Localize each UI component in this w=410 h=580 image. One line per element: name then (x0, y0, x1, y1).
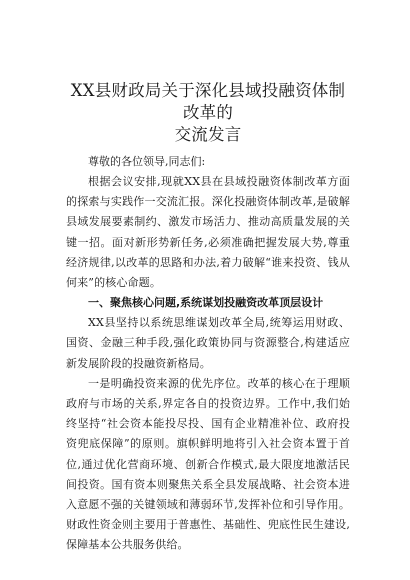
section-1-paragraph-1: XX县坚持以系统思维谋划改革全局,统筹运用财政、国资、金融三种手段,强化政策协同与资源整合,构建适应新发展阶段的投融资新格局。 (66, 316, 350, 370)
document-page (66, 80, 350, 556)
title-line-2: 交流发言 (174, 125, 242, 144)
salutation: 尊敬的各位领导,同志们: (88, 155, 206, 168)
intro-paragraph: 根据会议安排,现就XX县在县域投融资体制改革方面的探索与实践作一交流汇报。深化投融资体制改革,是破解县域发展要素制约、激发市场活力、推动高质量发展的关键一招。面对新形势新任务,必须准确把握发展大势,尊重经济规律,以改革的思路和办法,着力破解“谁来投资、钱从何来”的核心命题。 (66, 175, 350, 290)
title-line-1: XX县财政局关于深化县域投融资体制改革的 (70, 81, 346, 122)
document-title (66, 80, 350, 146)
section-1-heading: 一、聚焦核心问题,系统谋划投融资改革顶层设计 (88, 296, 324, 310)
section-1-paragraph-2: 一是明确投资来源的优先序位。改革的核心在于理顺政府与市场的关系,界定各自的投资边界。工作中,我们始终坚持“社会资本能投尽投、国有企业精准补位、政府投资兜底保障”的原则。旗帜鲜明地将引入社会资本置于首位,通过优化营商环境、创新合作模式,最大限度地激活民间投资。国有资本则聚焦关系全县发展战略、社会资本进入意愿不强的关键领域和薄弱环节,发挥补位和引导作用。财政性资金则主要用于普惠性、基础性、兜底性民生建设,保障基本公共服务供给。 (66, 376, 350, 552)
